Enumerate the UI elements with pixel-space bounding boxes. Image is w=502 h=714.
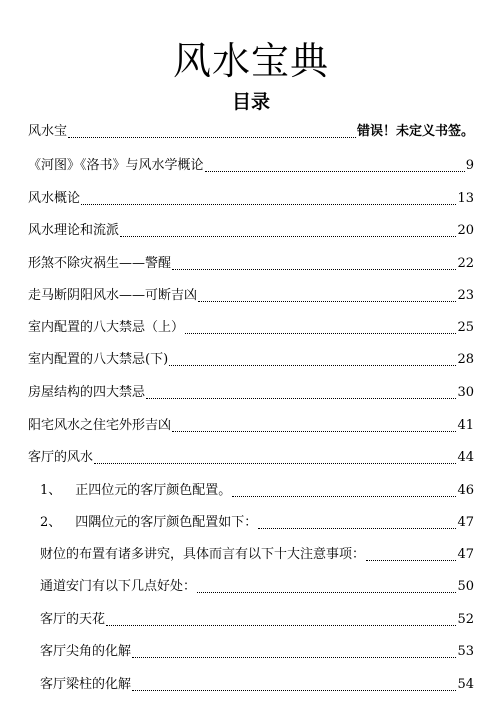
toc-page-number: 28 — [457, 352, 474, 367]
toc-entry[interactable] — [28, 416, 474, 436]
toc-entry-label: 形煞不除灾祸生——警醒 — [28, 256, 172, 271]
toc-entry-label: 风水概论 — [28, 191, 81, 206]
toc-entry-label: 财位的布置有诸多讲究，具体而言有以下十大注意事项： — [40, 547, 366, 562]
toc-entry[interactable] — [40, 545, 474, 565]
toc-page-number: 22 — [457, 256, 474, 271]
toc-dot-leader — [169, 365, 456, 366]
toc-entry[interactable] — [28, 448, 474, 468]
toc-page-number: 46 — [457, 483, 474, 498]
toc-entry[interactable] — [40, 481, 474, 501]
toc-entry-number: 2、 — [40, 515, 62, 530]
toc-entry-label: 室内配置的八大禁忌(下) — [28, 352, 169, 367]
toc-dot-leader — [205, 171, 465, 172]
toc-page-number: 50 — [457, 579, 474, 594]
toc-page-number: 44 — [457, 450, 474, 465]
toc-entry[interactable] — [28, 286, 474, 306]
toc-entry-label: 客厅的风水 — [28, 450, 94, 465]
toc-entry-label: 正四位元的客厅颜色配置。 — [75, 483, 232, 498]
toc-dot-leader — [185, 333, 456, 334]
toc-entry[interactable] — [40, 642, 474, 662]
toc-entry[interactable] — [40, 675, 474, 695]
toc-entry[interactable] — [40, 610, 474, 630]
toc-dot-leader — [172, 269, 456, 270]
toc-dot-leader — [198, 301, 456, 302]
toc-page-number: 54 — [457, 677, 474, 692]
toc-entry[interactable] — [40, 577, 474, 597]
toc-dot-leader — [146, 398, 456, 399]
toc-entry[interactable] — [28, 254, 474, 274]
toc-entry-label: 通道安门有以下几点好处： — [40, 579, 197, 594]
document-title: 风水宝典 — [172, 39, 329, 83]
toc-dot-leader — [120, 236, 456, 237]
toc-dot-leader — [172, 431, 456, 432]
toc-entry[interactable] — [28, 156, 474, 176]
toc-entry[interactable] — [28, 221, 474, 241]
toc-entry-label: 风水宝 — [28, 124, 68, 139]
toc-dot-leader — [106, 625, 456, 626]
toc-dot-leader — [258, 528, 456, 529]
toc-entry-label: 客厅尖角的化解 — [40, 644, 132, 659]
toc-entry-label: 室内配置的八大禁忌（上） — [28, 320, 185, 335]
toc-page-number: 53 — [457, 644, 474, 659]
toc-entry[interactable] — [28, 189, 474, 209]
toc-page-number: 23 — [457, 288, 474, 303]
toc-entry[interactable] — [28, 350, 474, 370]
toc-entry-label: 房屋结构的四大禁忌 — [28, 385, 146, 400]
toc-page-number: 47 — [457, 515, 474, 530]
toc-error-message: 错误！未定义书签。 — [356, 124, 474, 139]
toc-dot-leader — [132, 657, 456, 658]
toc-page-number: 13 — [457, 191, 474, 206]
toc-dot-leader — [94, 463, 456, 464]
toc-page-number: 47 — [457, 547, 474, 562]
toc-page-number: 9 — [465, 158, 474, 173]
toc-dot-leader — [197, 592, 456, 593]
toc-dot-leader — [81, 204, 456, 205]
toc-dot-leader — [366, 560, 456, 561]
toc-entry-label: 《河图》《洛书》与风水学概论 — [28, 158, 204, 173]
toc-entry-label: 客厅的天花 — [40, 612, 106, 627]
toc-page-number: 20 — [457, 223, 474, 238]
toc-heading: 目录 — [231, 91, 270, 113]
toc-entry-label: 四隅位元的客厅颜色配置如下： — [75, 515, 258, 530]
toc-dot-leader — [132, 690, 456, 691]
toc-page-number: 52 — [457, 612, 474, 627]
toc-entry[interactable] — [40, 513, 474, 533]
toc-entry-label: 客厅梁柱的化解 — [40, 677, 132, 692]
toc-page-number: 25 — [457, 320, 474, 335]
toc-entry[interactable] — [28, 383, 474, 403]
toc-dot-leader — [232, 496, 456, 497]
toc-page-number: 41 — [457, 418, 474, 433]
toc-page-number: 30 — [457, 385, 474, 400]
toc-entry[interactable] — [28, 122, 474, 142]
toc-entry-label: 风水理论和流派 — [28, 223, 120, 238]
toc-entry-number: 1、 — [40, 483, 62, 498]
toc-entry-label: 阳宅风水之住宅外形吉凶 — [28, 418, 172, 433]
toc-dot-leader — [68, 137, 356, 138]
toc-entry[interactable] — [28, 318, 474, 338]
toc-entry-label: 走马断阴阳风水——可断吉凶 — [28, 288, 198, 303]
